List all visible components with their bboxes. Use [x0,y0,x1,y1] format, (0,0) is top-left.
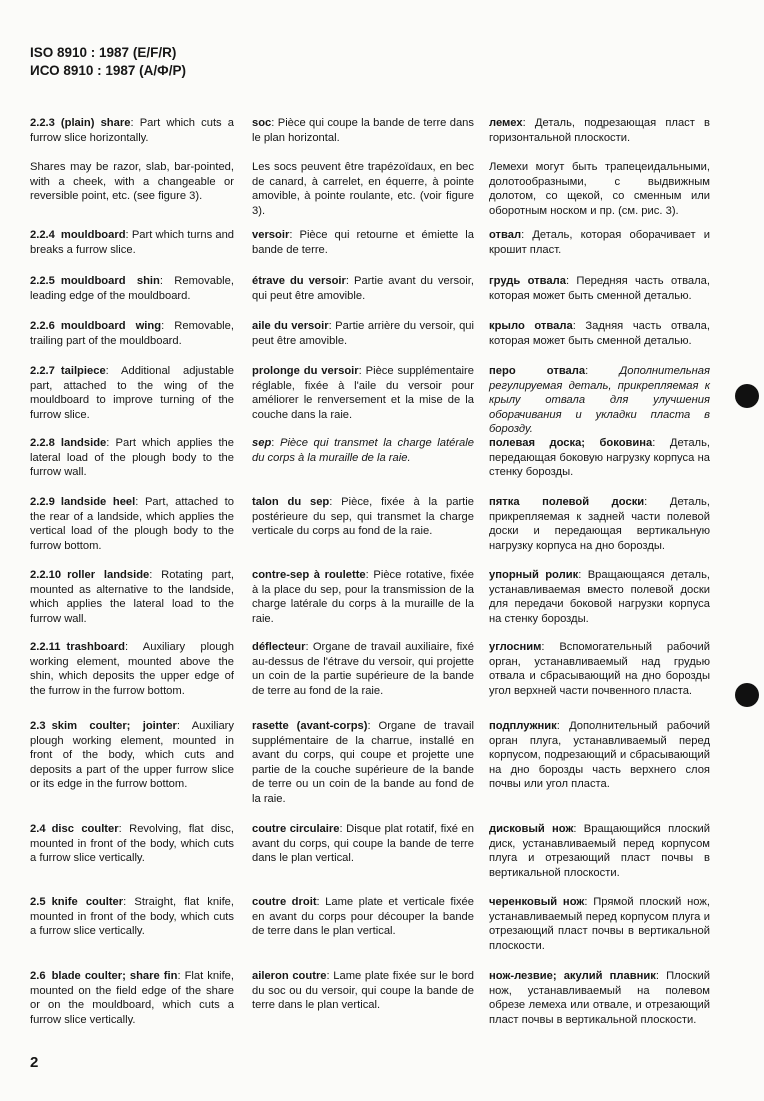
term-definition: Auxiliary plough working element, mounted in front of the body, which cuts and deposits a part of the upper furrow slice or its edge in the furrow bottom. [30,720,234,791]
term-separator: : [125,229,132,241]
term-separator: : [149,569,162,581]
term-entry-en [30,895,234,939]
term-separator: : [339,823,347,835]
term-name: disc coulter [51,823,119,835]
term-note: Лемехи могут быть трапецеидальными, долотообразными, с выдвижным долотом, со щекой, со сменным или оборотным носком и пр. (см. рис. 3). [489,161,710,217]
punch-hole-lower [735,683,759,707]
term-definition: Вращающийся плоский диск, устанавливаемый перед корпусом плуга и отрезающий пласт почвы в вертикальной плоскости. [489,823,711,879]
term-entry-ru [489,436,710,480]
term-separator: : [305,641,313,653]
clause-number: 2.6 [30,970,46,982]
term-definition: Pièce supplémentaire réglable, fixée à l'aile du versoir pour améliorer le renversement et la mise de la couche dans la raie. [252,365,474,421]
term-separator: : [271,117,278,129]
term-name: contre-sep à roulette [252,569,366,581]
term-separator: : [365,569,374,581]
term-name: отвал [489,229,522,241]
term-definition: Revolving, flat disc, mounted in front of the body, which cuts a furrow slice vertically. [30,823,235,865]
term-definition: Auxiliary plough working element, mounted above the shin, which deposits the upper edge of the furrow in the furrow bottom. [30,641,234,697]
term-separator: : [123,896,135,908]
term-entry-en [30,640,234,698]
term-name: полевая доска; боковина [489,437,653,449]
standard-number-latin: ISO 8910 : 1987 (E/F/R) [30,45,177,60]
term-name: подплужник [489,720,557,732]
term-entry-en [30,969,234,1027]
term-entry-fr [252,495,474,539]
term-separator: : [329,496,342,508]
term-name: landside heel [60,496,136,508]
term-name: упорный ролик [489,569,579,581]
term-entry-fr [252,568,474,626]
term-separator: : [135,496,145,508]
term-name: дисковый нож [489,823,574,835]
term-entry-fr [252,274,474,303]
term-separator: : [316,896,326,908]
term-note: Shares may be razor, slab, bar-pointed, with a cheek, with a changeable or reversible point, etc. (see figure 3). [30,161,234,203]
term-entry-en [30,568,234,626]
term-separator: : [367,720,379,732]
term-separator: : [655,970,667,982]
term-definition: Деталь, подрезающая пласт в горизонтальной плоскости. [489,117,710,144]
term-separator: : [652,437,670,449]
term-name: landside [60,437,107,449]
term-entry-ru [489,895,710,953]
term-definition: Straight, flat knife, mounted in front of the body, which cuts a furrow slice vertically. [30,896,235,938]
term-definition: Деталь, прикрепляемая к задней части полевой доски и передающая вертикальную нагрузку корпуса на дно борозды. [489,496,710,552]
term-definition: Pièce, fixée à la partie postérieure du sep, qui transmet la charge verticale du corps au fond de la raie. [252,496,474,538]
term-name: грудь отвала [489,275,566,287]
term-separator: : [159,275,175,287]
term-separator: : [326,970,334,982]
term-name: étrave du versoir [252,275,346,287]
term-definition: Part which applies the lateral load of the plough body to the furrow wall. [30,437,235,479]
term-entry-fr [252,319,474,348]
term-separator: : [541,641,560,653]
term-definition: Removable, trailing part of the mouldboard. [30,320,234,347]
term-definition: Pièce qui coupe la bande de terre dans le plan horizontal. [252,117,474,144]
term-entry-fr [252,822,474,866]
term-name: tailpiece [60,365,106,377]
term-name: prolonge du versoir [252,365,359,377]
term-entry-ru [489,969,710,1027]
term-definition: Additional adjustable part, attached to the wing of the mouldboard to improve turning of the furrow slice. [30,365,234,421]
term-definition: Lame plate fixée sur le bord du soc ou du versoir, qui coupe la bande de terre dans le plan vertical. [252,970,474,1012]
term-entry-en [30,495,234,553]
term-entry-en [30,822,234,866]
term-definition: Part which cuts a furrow slice horizontally. [30,117,235,144]
clause-number: 2.2.6 [30,320,55,332]
term-definition: Деталь, передающая боковую нагрузку корпуса на стенку борозды. [489,437,711,479]
term-separator: : [161,320,175,332]
term-definition: Removable, leading edge of the mouldboard. [30,275,234,302]
clause-number: 2.2.10 [30,569,62,581]
term-definition: Organe de travail auxiliaire, fixé au-dessus de l'étrave du versoir, qui projette un coin de la partie supérieure de la bande de terre au fond de la raie. [252,641,475,697]
term-entry-ru [489,640,710,698]
term-definition: Partie arrière du versoir, qui peut être amovible. [252,320,474,347]
term-name: talon du sep [252,496,330,508]
term-name: aileron coutre [252,970,327,982]
term-separator: : [177,970,185,982]
term-entry-ru [489,568,710,626]
term-separator: : [289,229,300,241]
term-separator: : [130,117,140,129]
term-separator: : [176,720,192,732]
term-entry-ru [489,228,710,257]
clause-number: 2.2.3 [30,117,55,129]
clause-number: 2.5 [30,896,46,908]
clause-number: 2.2.8 [30,437,55,449]
term-name: coutre droit [252,896,317,908]
term-name: mouldboard shin [60,275,160,287]
term-definition: Задняя часть отвала, которая может быть сменной деталью. [489,320,711,347]
term-entry-en [30,319,234,348]
term-definition: Part which turns and breaks a furrow slice. [30,229,235,256]
term-name: лемех [489,117,523,129]
term-entry-fr [252,969,474,1013]
clause-number: 2.2.7 [30,365,55,377]
document-header [30,44,186,80]
term-separator: : [522,117,535,129]
term-entry-en [30,228,234,257]
term-entry-en [30,436,234,480]
term-name: (plain) share [60,117,131,129]
term-separator: : [584,896,594,908]
term-entry-fr [252,719,474,807]
term-separator: : [521,229,533,241]
term-entry-ru [489,274,710,303]
term-name: soc [252,117,272,129]
term-entry-en [30,719,234,792]
term-name: rasette (avant-corps) [252,720,368,732]
term-name: mouldboard wing [60,320,162,332]
term-entry-ru [489,319,710,348]
standard-number-cyrillic: ИСО 8910 : 1987 (А/Ф/Р) [30,63,186,78]
term-definition: Rotating part, mounted as alternative to the landside, which applies the lateral load to the furrow wall. [30,569,234,625]
term-separator: : [573,823,584,835]
term-definition: Organe de travail supplémentaire de la charrue, installé en avant du corps, qui coupe et projette une partie de la couche supérieure de la bande de terre ou un coin de la bande au fond de la raie. [252,720,475,805]
term-entry-fr [252,364,474,422]
term-entry-en [30,116,234,204]
term-definition: Вспомогательный рабочий орган, устанавливаемый над грудью отвала и сбрасывающий на дно борозды угол верхней части почвенного пласта. [489,641,711,697]
term-entry-fr [252,116,474,219]
term-name: coutre circulaire [252,823,340,835]
term-separator: : [124,641,143,653]
term-name: roller landside [67,569,150,581]
term-name: нож-лезвие; акулий плавник [489,970,656,982]
term-name: aile du versoir [252,320,329,332]
term-entry-ru [489,495,710,553]
term-name: trashboard [66,641,125,653]
term-separator: : [328,320,336,332]
term-name: пятка полевой доски [489,496,645,508]
term-entry-ru [489,364,710,437]
clause-number: 2.2.5 [30,275,55,287]
term-definition: Flat knife, mounted on the field edge of the share or on the mouldboard, which cuts a furrow slice vertically. [30,970,235,1026]
term-definition: Дополнительная регулируемая деталь, прикрепляемая к крылу отвала для улучшения оборачивания и укладки пласта в борозду. [489,365,710,436]
term-name: blade coulter; share fin [51,970,178,982]
term-separator: : [106,437,116,449]
term-entry-fr [252,228,474,257]
term-name: versoir [252,229,290,241]
term-definition: Partie avant du versoir, qui peut être amovible. [252,275,475,302]
term-separator: : [271,437,280,449]
term-separator: : [556,720,570,732]
term-name: knife coulter [51,896,124,908]
term-separator: : [578,569,588,581]
term-note: Les socs peuvent être trapézoïdaux, en bec de canard, à carrelet, en équerre, à pointe amovible, à pointe roulante, etc. (voir figure 3). [252,161,474,217]
term-definition: Pièce rotative, fixée à la place du sep, pour la transmission de la charge latérale du corps à la muraille de la raie. [252,569,474,625]
term-definition: Part, attached to the rear of a landside, which applies the vertical load of the plough body to the furrow bottom. [30,496,234,552]
term-separator: : [585,365,620,377]
term-definition: Disque plat rotatif, fixé en avant du corps, qui coupe la bande de terre dans le plan vertical. [252,823,474,865]
clause-number: 2.2.4 [30,229,55,241]
term-definition: Деталь, которая оборачивает и крошит пласт. [489,229,711,256]
term-name: черенковый нож [489,896,585,908]
term-separator: : [644,496,670,508]
term-name: углосним [489,641,542,653]
term-entry-fr [252,640,474,698]
term-separator: : [105,365,122,377]
term-entry-ru [489,116,710,219]
term-definition: Передняя часть отвала, которая может быть сменной деталью. [489,275,710,302]
term-entry-ru [489,822,710,880]
term-definition: Плоский нож, устанавливаемый на полевом обрезе лемеха или отвале, и отрезающий пласт почвы в вертикальной плоскости. [489,970,711,1026]
term-definition: Pièce qui retourne et émiette la bande de terre. [252,229,474,256]
term-name: skim coulter; jointer [51,720,177,732]
term-definition: Вращающаяся деталь, устанавливаемая вместо полевой доски для передачи боковой нагрузки корпуса на стенку борозды. [489,569,711,625]
term-name: sep [252,437,272,449]
term-entry-en [30,274,234,303]
term-name: перо отвала [489,365,586,377]
term-separator: : [118,823,130,835]
term-name: крыло отвала [489,320,573,332]
clause-number: 2.2.11 [30,641,61,653]
term-separator: : [358,365,366,377]
page-number: 2 [30,1054,39,1071]
term-definition: Lame plate et verticale fixée en avant du corps pour découper la bande de terre dans le plan vertical. [252,896,474,938]
term-entry-fr [252,436,474,465]
punch-hole-upper [735,384,759,408]
term-name: déflecteur [252,641,306,653]
term-name: mouldboard [60,229,126,241]
term-separator: : [345,275,354,287]
term-separator: : [572,320,586,332]
term-entry-en [30,364,234,422]
term-definition: Дополнительный рабочий орган плуга, устанавливаемый перед корпусом, подрезающий и сбрасывающий на дно борозды часть верхнего слоя почвы или угол пласта. [489,720,710,791]
clause-number: 2.3 [30,720,46,732]
term-definition: Pièce qui transmet la charge latérale du corps à la muraille de la raie. [252,437,474,464]
term-entry-fr [252,895,474,939]
term-separator: : [565,275,577,287]
clause-number: 2.2.9 [30,496,55,508]
term-entry-ru [489,719,710,792]
term-definition: Прямой плоский нож, устанавливаемый перед корпусом плуга и отрезающий пласт почвы в вертикальной плоскости. [489,896,710,952]
clause-number: 2.4 [30,823,46,835]
